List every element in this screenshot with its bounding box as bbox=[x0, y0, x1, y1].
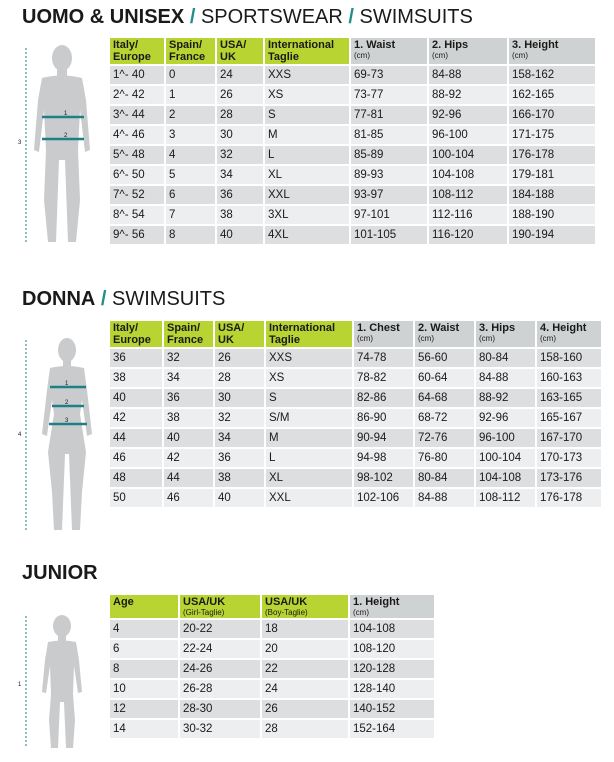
column-header bbox=[266, 321, 352, 347]
table-cell: 34 bbox=[215, 429, 264, 447]
table-cell: 85-89 bbox=[351, 146, 427, 164]
table-cell: 40 bbox=[164, 429, 213, 447]
table-cell: 112-116 bbox=[429, 206, 507, 224]
column-header bbox=[110, 38, 164, 64]
table-cell: XL bbox=[266, 469, 352, 487]
table-row bbox=[110, 640, 434, 658]
column-header-label: Italy/ Europe bbox=[113, 322, 151, 346]
table-cell: 82-86 bbox=[354, 389, 413, 407]
table-cell: 100-104 bbox=[476, 449, 535, 467]
table-cell: 28 bbox=[215, 369, 264, 387]
column-header bbox=[180, 595, 260, 618]
table-cell: 36 bbox=[164, 389, 213, 407]
table-cell: 3 bbox=[166, 126, 215, 144]
table-cell: 173-176 bbox=[537, 469, 601, 487]
column-header bbox=[350, 595, 434, 618]
uomo-title-swimsuits: SWIMSUITS bbox=[359, 6, 473, 28]
table-cell: 34 bbox=[217, 166, 263, 184]
column-header bbox=[354, 321, 413, 347]
junior-size-table bbox=[108, 593, 436, 740]
table-cell: 8 bbox=[166, 226, 215, 244]
table-cell: 5 bbox=[166, 166, 215, 184]
column-header bbox=[262, 595, 348, 618]
table-row bbox=[110, 469, 601, 487]
table-cell: 8 bbox=[110, 660, 178, 678]
column-header bbox=[537, 321, 601, 347]
table-cell: L bbox=[266, 449, 352, 467]
uomo-section-title bbox=[22, 6, 473, 29]
waist-mark: 2 bbox=[65, 400, 69, 406]
table-cell: 56-60 bbox=[415, 349, 474, 367]
table-cell: 101-105 bbox=[351, 226, 427, 244]
table-cell: 30-32 bbox=[180, 720, 260, 738]
table-cell: 20-22 bbox=[180, 620, 260, 638]
table-cell: 1^- 40 bbox=[110, 66, 164, 84]
table-cell: 108-120 bbox=[350, 640, 434, 658]
table-cell: 158-160 bbox=[537, 349, 601, 367]
column-header-label: Spain/ France bbox=[169, 39, 206, 63]
height-mark: 1 bbox=[18, 682, 22, 688]
table-row bbox=[110, 206, 595, 224]
table-cell: 42 bbox=[110, 409, 162, 427]
table-cell: 4 bbox=[166, 146, 215, 164]
child-body-figure bbox=[12, 612, 98, 752]
table-cell: 48 bbox=[110, 469, 162, 487]
column-header-unit: (cm) bbox=[418, 334, 434, 343]
junior-section-title bbox=[22, 562, 98, 585]
uomo-title-sportswear: SPORTSWEAR bbox=[200, 6, 343, 28]
column-header-label: USA/UK bbox=[183, 596, 226, 608]
table-cell: 84-88 bbox=[429, 66, 507, 84]
table-cell: 84-88 bbox=[476, 369, 535, 387]
table-cell: 171-175 bbox=[509, 126, 595, 144]
table-row bbox=[110, 86, 595, 104]
table-cell: 176-178 bbox=[509, 146, 595, 164]
table-cell: 188-190 bbox=[509, 206, 595, 224]
table-cell: 26 bbox=[217, 86, 263, 104]
table-cell: XXS bbox=[266, 349, 352, 367]
table-cell: 179-181 bbox=[509, 166, 595, 184]
column-header-unit: (cm) bbox=[353, 608, 369, 617]
table-cell: 28 bbox=[262, 720, 348, 738]
table-cell: 4XL bbox=[265, 226, 349, 244]
table-cell: 64-68 bbox=[415, 389, 474, 407]
table-row bbox=[110, 720, 434, 738]
column-header-label: 3. Hips bbox=[479, 322, 516, 334]
table-cell: 42 bbox=[164, 449, 213, 467]
table-row bbox=[110, 660, 434, 678]
table-cell: 96-100 bbox=[476, 429, 535, 447]
table-cell: 30 bbox=[215, 389, 264, 407]
column-header-unit: (cm) bbox=[357, 334, 373, 343]
table-cell: 12 bbox=[110, 700, 178, 718]
uomo-header-row bbox=[110, 38, 595, 64]
column-header bbox=[265, 38, 349, 64]
column-header-label: USA/ UK bbox=[220, 39, 247, 63]
table-cell: 88-92 bbox=[476, 389, 535, 407]
column-header-label: USA/ UK bbox=[218, 322, 245, 346]
table-row bbox=[110, 389, 601, 407]
hips-mark: 3 bbox=[65, 418, 69, 424]
table-cell: M bbox=[266, 429, 352, 447]
table-cell: 26 bbox=[262, 700, 348, 718]
table-cell: 97-101 bbox=[351, 206, 427, 224]
table-cell: 1 bbox=[166, 86, 215, 104]
table-cell: 92-96 bbox=[476, 409, 535, 427]
table-cell: 38 bbox=[217, 206, 263, 224]
table-cell: XS bbox=[266, 369, 352, 387]
column-header-label: International Taglie bbox=[269, 322, 336, 346]
table-cell: 86-90 bbox=[354, 409, 413, 427]
table-row bbox=[110, 409, 601, 427]
column-header bbox=[164, 321, 213, 347]
column-header-label: Italy/ Europe bbox=[113, 39, 151, 63]
table-row bbox=[110, 349, 601, 367]
table-cell: 77-81 bbox=[351, 106, 427, 124]
column-header-label: USA/UK bbox=[265, 596, 308, 608]
table-cell: 92-96 bbox=[429, 106, 507, 124]
table-cell: XL bbox=[265, 166, 349, 184]
column-header-label: 2. Waist bbox=[418, 322, 460, 334]
table-cell: 7^- 52 bbox=[110, 186, 164, 204]
column-header-label: Spain/ France bbox=[167, 322, 204, 346]
table-cell: 6^- 50 bbox=[110, 166, 164, 184]
chest-mark: 1 bbox=[65, 381, 69, 387]
table-cell: 94-98 bbox=[354, 449, 413, 467]
table-cell: 50 bbox=[110, 489, 162, 507]
table-cell: 163-165 bbox=[537, 389, 601, 407]
table-cell: 40 bbox=[215, 489, 264, 507]
table-cell: 104-108 bbox=[350, 620, 434, 638]
donna-size-table bbox=[108, 319, 603, 509]
table-cell: 73-77 bbox=[351, 86, 427, 104]
table-cell: 162-165 bbox=[509, 86, 595, 104]
column-header-label: 1. Chest bbox=[357, 322, 400, 334]
table-cell: 28 bbox=[217, 106, 263, 124]
table-cell: 7 bbox=[166, 206, 215, 224]
column-header-unit: (cm) bbox=[354, 51, 370, 60]
title-separator: / bbox=[100, 288, 107, 310]
table-cell: 100-104 bbox=[429, 146, 507, 164]
table-cell: 36 bbox=[217, 186, 263, 204]
table-cell: 14 bbox=[110, 720, 178, 738]
table-cell: 74-78 bbox=[354, 349, 413, 367]
title-separator: / bbox=[189, 6, 196, 28]
table-cell: 108-112 bbox=[476, 489, 535, 507]
column-header bbox=[217, 38, 263, 64]
table-cell: 8^- 54 bbox=[110, 206, 164, 224]
table-cell: 104-108 bbox=[476, 469, 535, 487]
height-mark: 4 bbox=[18, 432, 22, 438]
column-header bbox=[110, 321, 162, 347]
table-cell: 165-167 bbox=[537, 409, 601, 427]
column-header bbox=[429, 38, 507, 64]
column-header-label: 4. Height bbox=[540, 322, 587, 334]
table-cell: 26 bbox=[215, 349, 264, 367]
table-cell: S bbox=[265, 106, 349, 124]
column-header-label: 1. Height bbox=[353, 596, 400, 608]
uomo-size-table bbox=[108, 36, 597, 246]
waist-mark: 1 bbox=[64, 111, 68, 117]
column-header-label: 3. Height bbox=[512, 39, 559, 51]
table-cell: 98-102 bbox=[354, 469, 413, 487]
table-cell: 20 bbox=[262, 640, 348, 658]
table-row bbox=[110, 369, 601, 387]
table-cell: 0 bbox=[166, 66, 215, 84]
table-row bbox=[110, 166, 595, 184]
table-cell: 2 bbox=[166, 106, 215, 124]
table-cell: 44 bbox=[110, 429, 162, 447]
table-cell: 81-85 bbox=[351, 126, 427, 144]
table-row bbox=[110, 226, 595, 244]
column-header-unit: (cm) bbox=[432, 51, 448, 60]
table-cell: 5^- 48 bbox=[110, 146, 164, 164]
table-cell: 26-28 bbox=[180, 680, 260, 698]
table-cell: 22 bbox=[262, 660, 348, 678]
column-header-unit: (cm) bbox=[512, 51, 528, 60]
donna-title-main: DONNA bbox=[22, 288, 96, 310]
table-cell: S bbox=[266, 389, 352, 407]
table-row bbox=[110, 186, 595, 204]
table-cell: 40 bbox=[217, 226, 263, 244]
table-cell: 72-76 bbox=[415, 429, 474, 447]
table-row bbox=[110, 700, 434, 718]
table-cell: 9^- 56 bbox=[110, 226, 164, 244]
table-cell: 4^- 46 bbox=[110, 126, 164, 144]
column-header bbox=[110, 595, 178, 618]
table-cell: 89-93 bbox=[351, 166, 427, 184]
donna-header-row bbox=[110, 321, 601, 347]
table-row bbox=[110, 429, 601, 447]
table-cell: 184-188 bbox=[509, 186, 595, 204]
table-cell: 158-162 bbox=[509, 66, 595, 84]
table-cell: 32 bbox=[164, 349, 213, 367]
table-cell: 80-84 bbox=[415, 469, 474, 487]
table-cell: 24-26 bbox=[180, 660, 260, 678]
table-cell: 24 bbox=[262, 680, 348, 698]
table-cell: 2^- 42 bbox=[110, 86, 164, 104]
table-cell: 80-84 bbox=[476, 349, 535, 367]
table-cell: XXS bbox=[265, 66, 349, 84]
table-row bbox=[110, 489, 601, 507]
table-cell: 120-128 bbox=[350, 660, 434, 678]
column-header-label: 1. Waist bbox=[354, 39, 396, 51]
table-cell: 34 bbox=[164, 369, 213, 387]
table-cell: 90-94 bbox=[354, 429, 413, 447]
table-cell: 10 bbox=[110, 680, 178, 698]
table-cell: 96-100 bbox=[429, 126, 507, 144]
male-body-figure bbox=[12, 40, 98, 250]
table-cell: 68-72 bbox=[415, 409, 474, 427]
female-body-figure bbox=[12, 334, 98, 534]
column-header-unit: (Girl-Taglie) bbox=[183, 608, 225, 617]
table-cell: 46 bbox=[164, 489, 213, 507]
table-cell: 6 bbox=[110, 640, 178, 658]
junior-title-main: JUNIOR bbox=[22, 562, 98, 584]
column-header bbox=[166, 38, 215, 64]
table-cell: 32 bbox=[217, 146, 263, 164]
table-cell: 38 bbox=[215, 469, 264, 487]
column-header-unit: (Boy-Taglie) bbox=[265, 608, 308, 617]
table-cell: M bbox=[265, 126, 349, 144]
table-cell: 36 bbox=[110, 349, 162, 367]
table-cell: 24 bbox=[217, 66, 263, 84]
table-cell: 104-108 bbox=[429, 166, 507, 184]
table-row bbox=[110, 106, 595, 124]
table-row bbox=[110, 449, 601, 467]
table-row bbox=[110, 126, 595, 144]
table-cell: 84-88 bbox=[415, 489, 474, 507]
table-cell: 6 bbox=[166, 186, 215, 204]
table-cell: 32 bbox=[215, 409, 264, 427]
table-cell: 78-82 bbox=[354, 369, 413, 387]
donna-title-swimsuits: SWIMSUITS bbox=[112, 288, 226, 310]
table-cell: 88-92 bbox=[429, 86, 507, 104]
table-cell: 176-178 bbox=[537, 489, 601, 507]
column-header bbox=[415, 321, 474, 347]
junior-header-row bbox=[110, 595, 434, 618]
column-header bbox=[215, 321, 264, 347]
table-cell: 128-140 bbox=[350, 680, 434, 698]
column-header bbox=[351, 38, 427, 64]
table-cell: 93-97 bbox=[351, 186, 427, 204]
table-cell: 69-73 bbox=[351, 66, 427, 84]
table-cell: 160-163 bbox=[537, 369, 601, 387]
table-cell: 190-194 bbox=[509, 226, 595, 244]
table-cell: 3XL bbox=[265, 206, 349, 224]
table-cell: 108-112 bbox=[429, 186, 507, 204]
table-cell: 38 bbox=[164, 409, 213, 427]
table-row bbox=[110, 620, 434, 638]
table-cell: 166-170 bbox=[509, 106, 595, 124]
column-header bbox=[476, 321, 535, 347]
column-header-unit: (cm) bbox=[479, 334, 495, 343]
table-row bbox=[110, 680, 434, 698]
table-cell: 36 bbox=[215, 449, 264, 467]
table-row bbox=[110, 66, 595, 84]
table-cell: 170-173 bbox=[537, 449, 601, 467]
height-mark: 3 bbox=[18, 140, 22, 146]
column-header-unit: (cm) bbox=[540, 334, 556, 343]
table-cell: 116-120 bbox=[429, 226, 507, 244]
uomo-title-main: UOMO & UNISEX bbox=[22, 6, 185, 28]
table-cell: 28-30 bbox=[180, 700, 260, 718]
table-cell: 4 bbox=[110, 620, 178, 638]
column-header bbox=[509, 38, 595, 64]
table-cell: 60-64 bbox=[415, 369, 474, 387]
table-cell: 102-106 bbox=[354, 489, 413, 507]
table-cell: 44 bbox=[164, 469, 213, 487]
table-cell: XXL bbox=[265, 186, 349, 204]
donna-section-title bbox=[22, 288, 225, 311]
table-cell: 46 bbox=[110, 449, 162, 467]
column-header-label: International Taglie bbox=[268, 39, 335, 63]
table-cell: 152-164 bbox=[350, 720, 434, 738]
table-cell: 3^- 44 bbox=[110, 106, 164, 124]
table-cell: S/M bbox=[266, 409, 352, 427]
table-cell: 76-80 bbox=[415, 449, 474, 467]
table-cell: XXL bbox=[266, 489, 352, 507]
hips-mark: 2 bbox=[64, 133, 68, 139]
table-cell: 30 bbox=[217, 126, 263, 144]
table-cell: 22-24 bbox=[180, 640, 260, 658]
table-cell: 140-152 bbox=[350, 700, 434, 718]
table-cell: 38 bbox=[110, 369, 162, 387]
table-cell: 18 bbox=[262, 620, 348, 638]
table-cell: 167-170 bbox=[537, 429, 601, 447]
table-cell: 40 bbox=[110, 389, 162, 407]
column-header-label: 2. Hips bbox=[432, 39, 469, 51]
table-cell: L bbox=[265, 146, 349, 164]
table-row bbox=[110, 146, 595, 164]
table-cell: XS bbox=[265, 86, 349, 104]
column-header-label: Age bbox=[113, 596, 134, 608]
title-separator: / bbox=[348, 6, 354, 28]
